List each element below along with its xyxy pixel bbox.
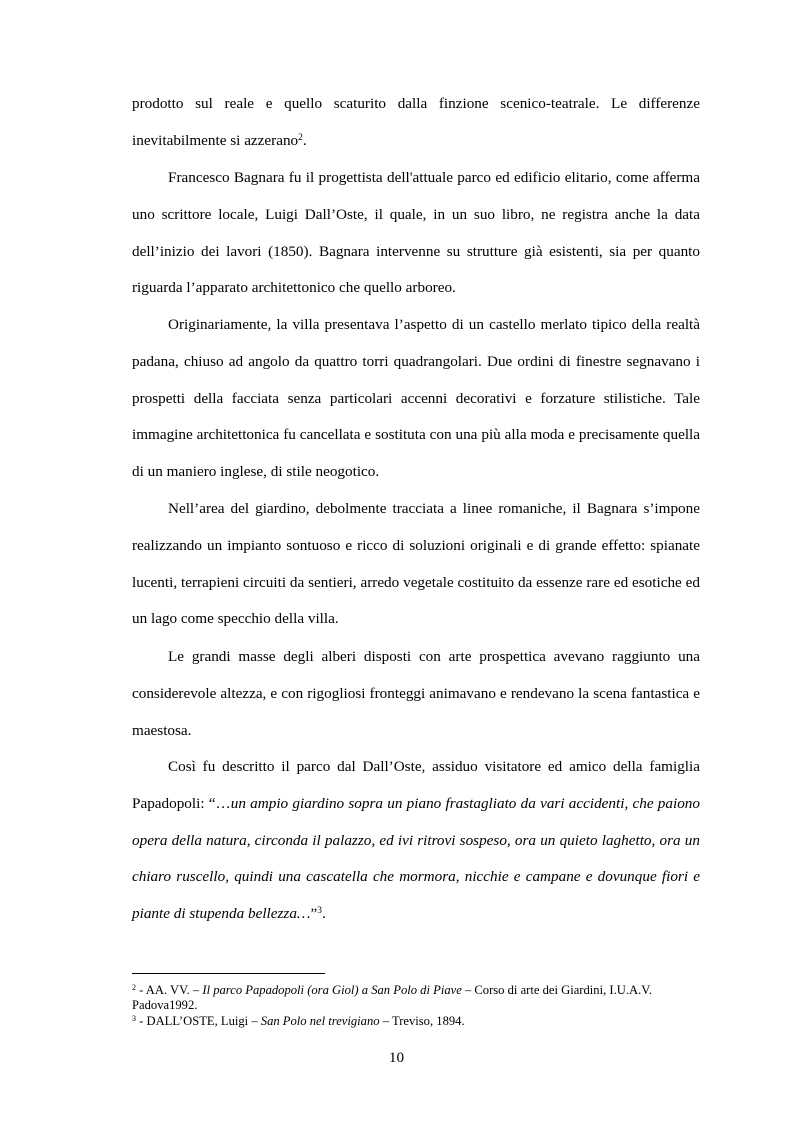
footnote-ref-3[interactable]: 3 [317, 906, 322, 917]
footnote-3-number: 3 [132, 1014, 136, 1023]
page-number: 10 [388, 1049, 405, 1066]
closing-quote-mark: ” [310, 905, 318, 923]
paragraph-6-tail: . [321, 905, 326, 923]
footnote-2-author: - AA. VV. – [136, 983, 203, 997]
paragraph-1-tail: . [302, 131, 307, 149]
footnote-3 [132, 1014, 700, 1029]
paragraph-1 [132, 86, 700, 160]
footnote-2 [132, 983, 700, 1013]
footnote-3-author: - DALL’OSTE, Luigi – [136, 1014, 261, 1028]
paragraph-5: Le grandi masse degli alberi disposti con arte prospettica avevano raggiunto una considerevole altezza, e con rigogliosi fronteggi animavano e rendevano la scena fantastica e maestosa. [132, 648, 700, 739]
paragraph-6-lead: Così fu descritto il parco dal Dall’Oste, assiduo visitatore ed amico della famiglia Papadopoli: “… [132, 758, 700, 812]
footnote-3-details: – Treviso, 1894. [379, 1014, 465, 1028]
footnote-2-details: – Corso di arte dei Giardini, I.U.A.V. Padova1992. [132, 983, 652, 1013]
paragraph-6 [132, 749, 700, 933]
paragraph-2: Francesco Bagnara fu il progettista dell'attuale parco ed edificio elitario, come afferma uno scrittore locale, Luigi Dall’Oste, il quale, in un suo libro, ne registra anche la data dell’inizio dei lavori (1850). Bagnara intervenne su strutture già esistenti, sia per quanto riguarda l’apparato architettonico che quello arboreo. [132, 169, 700, 297]
paragraph-3: Originariamente, la villa presentava l’aspetto di un castello merlato tipico della realtà padana, chiuso ad angolo da quattro torri quadrangolari. Due ordini di finestre segnavano i prospetti della facciata senza particolari accenni decorativi e forzature stilistiche. Tale immagine architettonica fu cancellata e sostituta con una più alla moda e precisamente quella di un maniero inglese, di stile neogotico. [132, 316, 700, 481]
footnote-2-title: Il parco Papadopoli (ora Giol) a San Polo di Piave [202, 983, 462, 997]
dalloste-quotation: un ampio giardino sopra un piano frastagliato da vari accidenti, che paiono opera della natura, circonda il palazzo, ed ivi ritrovi sospeso, ora un quieto laghetto, ora un chiaro ruscello, quindi una cascatella che mormora, nicchie e campane e dovunque fiori e piante di stupenda bellezza… [132, 794, 700, 923]
footnote-ref-2[interactable]: 2 [298, 132, 303, 143]
footnote-2-number: 2 [132, 983, 136, 992]
footnote-separator [132, 973, 325, 974]
footnote-3-title: San Polo nel trevigiano [260, 1014, 380, 1028]
paragraph-4: Nell’area del giardino, debolmente tracciata a linee romaniche, il Bagnara s’impone realizzando un impianto sontuoso e ricco di soluzioni originali e di grande effetto: spianate lucenti, terrapieni circuiti da sentieri, arredo vegetale costituito da essenze rare ed esotiche ed un lago come specchio della villa. [132, 500, 700, 628]
paragraph-1-text: prodotto sul reale e quello scaturito dalla finzione scenico-teatrale. Le differenze inevitabilmente si azzerano [132, 95, 700, 149]
